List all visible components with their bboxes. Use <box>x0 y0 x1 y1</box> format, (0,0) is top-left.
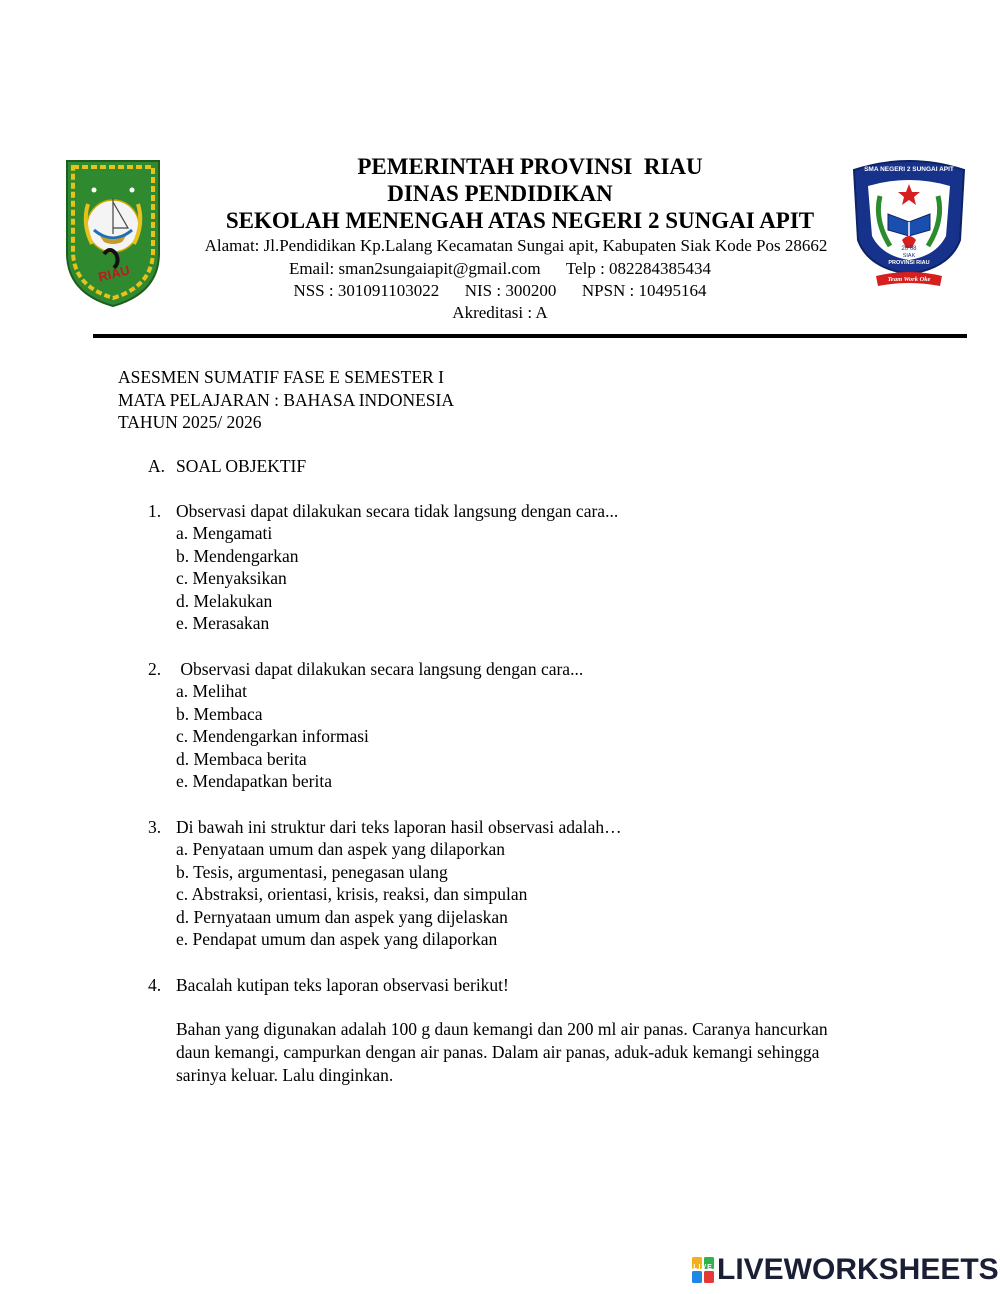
header-department: DINAS PENDIDIKAN <box>387 181 613 206</box>
school-emblem-ring-text: SMA NEGERI 2 SUNGAI APIT <box>864 166 954 173</box>
question-2-options <box>176 680 369 793</box>
school-emblem-province: PROVINSI RIAU <box>888 260 930 266</box>
riau-emblem-text: RIAU <box>96 262 132 285</box>
option-b[interactable]: b. Tesis, argumentasi, penegasan ulang <box>176 861 448 882</box>
question-4-number: 4. <box>148 975 162 995</box>
exam-year: TAHUN 2025/ 2026 <box>118 412 262 432</box>
option-e[interactable]: e. Mendapatkan berita <box>176 771 332 792</box>
riau-emblem-logo <box>64 158 162 308</box>
school-emblem-place: SIAK <box>902 253 916 259</box>
school-emblem-year: 20 08 <box>901 246 917 252</box>
option-b[interactable]: b. Membaca <box>176 703 263 724</box>
exam-title: ASESMEN SUMATIF FASE E SEMESTER I <box>118 367 444 387</box>
school-emblem-motto: Team Work Oke <box>887 276 931 283</box>
liveworksheets-logo <box>692 1253 999 1289</box>
section-marker: A. <box>148 456 166 476</box>
liveworksheets-wordmark[interactable]: LIVEWORKSHEETS <box>717 1253 999 1286</box>
question-2-number: 2. <box>148 659 162 679</box>
option-a[interactable]: a. Melihat <box>176 681 247 701</box>
header-school-name: SEKOLAH MENENGAH ATAS NEGERI 2 SUNGAI APIT <box>225 208 815 233</box>
option-a[interactable]: a. Penyataan umum dan aspek yang dilaporkan <box>176 839 505 859</box>
header-address: Alamat: Jl.Pendidikan Kp.Lalang Kecamatan Sungai apit, Kabupaten Siak Kode Pos 28662 <box>204 236 828 255</box>
header-identifiers: NSS : 301091103022 NIS : 300200 NPSN : 10495164 <box>293 281 707 300</box>
option-d[interactable]: d. Melakukan <box>176 590 273 611</box>
question-1-options <box>176 522 298 635</box>
header-accreditation: Akreditasi : A <box>452 303 548 322</box>
option-d[interactable]: d. Pernyataan umum dan aspek yang dijelaskan <box>176 906 508 927</box>
option-e[interactable]: e. Pendapat umum dan aspek yang dilaporkan <box>176 929 498 950</box>
question-3-options <box>176 838 527 951</box>
header-government: PEMERINTAH PROVINSI RIAU <box>357 154 703 179</box>
option-c[interactable]: c. Abstraksi, orientasi, krisis, reaksi, dan simpulan <box>176 884 528 905</box>
option-e[interactable]: e. Merasakan <box>176 613 270 634</box>
question-2-text: Observasi dapat dilakukan secara langsung dengan cara... <box>176 659 584 679</box>
question-1-text: Observasi dapat dilakukan secara tidak langsung dengan cara... <box>176 501 619 521</box>
header-divider <box>93 334 967 338</box>
option-c[interactable]: c. Menyaksikan <box>176 568 287 589</box>
liveworksheets-icon-letters: LIVE <box>693 1264 713 1271</box>
question-4-passage: Bahan yang digunakan adalah 100 g daun kemangi dan 200 ml air panas. Caranya hancurkan daun kemangi, campurkan dengan air panas. Dalam air panas, aduk-aduk kemangi sehingga sarinya keluar. Lalu dinginkan. <box>176 1019 828 1085</box>
question-1-number: 1. <box>148 501 162 521</box>
liveworksheets-icon <box>692 1257 714 1283</box>
option-c[interactable]: c. Mendengarkan informasi <box>176 726 369 747</box>
option-a[interactable]: a. Mengamati <box>176 523 273 543</box>
question-4-text: Bacalah kutipan teks laporan observasi berikut! <box>176 975 509 995</box>
exam-subject: MATA PELAJARAN : BAHASA INDONESIA <box>118 390 454 410</box>
question-3-number: 3. <box>148 817 162 837</box>
header-contact: Email: sman2sungaiapit@gmail.com Telp : 082284385434 <box>288 259 712 278</box>
section-title: SOAL OBJEKTIF <box>176 456 307 476</box>
option-b[interactable]: b. Mendengarkan <box>176 545 299 566</box>
option-d[interactable]: d. Membaca berita <box>176 748 307 769</box>
school-emblem-logo <box>850 156 968 290</box>
question-3-text: Di bawah ini struktur dari teks laporan hasil observasi adalah… <box>176 817 622 837</box>
